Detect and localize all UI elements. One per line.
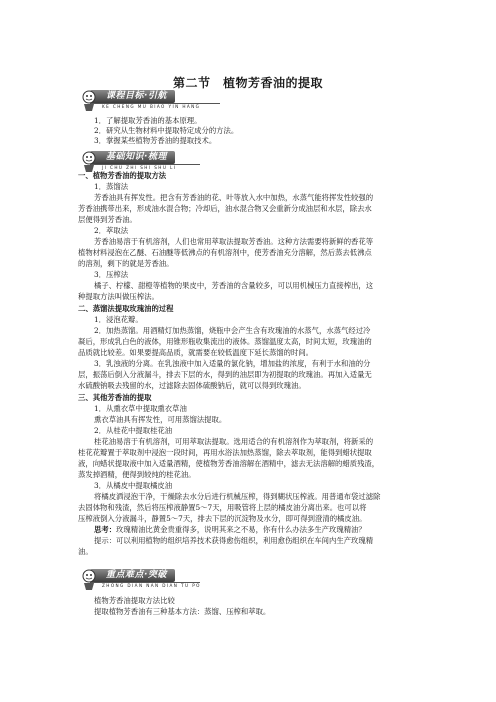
paragraph-line: 芳香油携带出来，形成油水混合物；冷却后，油水混合物又会重新分成油层和水层，除去水	[78, 204, 372, 213]
section-heading: 一、植物芳香油的提取方法	[78, 171, 167, 180]
section-heading: 二、蒸馏法提取玫瑰油的过程	[78, 304, 174, 313]
hint-line: 提示：可以利用植物的组织培养技术获得愈伤组织，利用愈伤组织在车间内生产玫瑰精	[94, 536, 374, 545]
banner-label: 基础知识·梳理	[90, 151, 175, 164]
paragraph-line: 水硫酸钠吸去残留的水，过滤除去固体硫酸钠后，就可以得到玫瑰油。	[78, 381, 306, 390]
paragraph-line: 熏衣草油具有挥发性，可用蒸馏法提取。	[94, 415, 227, 424]
paragraph-line: 芳香油易溶于有机溶剂，人们也常用萃取法提取芳香油。这种方法需要将新鲜的香花等	[94, 237, 374, 246]
sub-heading: 2．萃取法	[94, 226, 129, 235]
paragraph-line: 桂花花瓣置于萃取剂中浸泡一段时间，再用水浴法加热蒸馏，除去萃取剂，能得到蜡状提取	[78, 448, 372, 457]
banner-pinyin: ZHONG DIAN NAN DIAN TU PO	[102, 583, 201, 588]
paragraph-line: 去固体物和残渣，然后将压榨液静置5～7天，用吸管将上层的橘皮油分离出来。也可以将	[78, 503, 367, 512]
paragraph-line: 液，向蜡状提取液中加入适量酒精，使植物芳香油溶解在酒精中，滤去无法溶解的蜡质残渣，	[78, 459, 380, 468]
paragraph-line: 压榨液倒入分液漏斗，静置5～7天，排去下层的沉淀物及水分，即可得到澄清的橘皮油。	[78, 514, 367, 523]
sub-heading: 3．从橘皮中提取橘皮油	[94, 481, 173, 490]
paragraph-line: 植物材料浸泡在乙醚、石油醚等低沸点的有机溶剂中，使芳香油充分溶解，然后蒸去低沸点	[78, 248, 372, 257]
think-question	[94, 525, 366, 536]
paragraph-line: 将橘皮洒浸泡干净，干燥除去水分后进行机械压榨，得到糊状压榨液。用普通布袋过滤除	[94, 492, 381, 501]
page-title: 第二节 植物芳香油的提取	[172, 76, 323, 90]
paragraph-line: 提取植物芳香油有三种基本方法：蒸馏、压榨和萃取。	[94, 607, 271, 616]
list-item: 1．浸泡花瓣。	[94, 315, 143, 324]
paragraph-line: 3．乳浊液的分离。在乳浊液中加入适量的氯化钠，增加盐的浓度，有利于水和油的分	[94, 359, 371, 368]
paragraph-line: 层，振荡后倒入分液漏斗，排去下层的水，得到的油层即为初提取的玫瑰油。再加入适量无	[78, 370, 372, 379]
think-text: 玫瑰精油比黄金贵重得多，说明其来之不易，你有什么办法多生产玫瑰精油？	[116, 525, 366, 534]
mascot-icon	[78, 567, 102, 591]
paragraph-line: 层便得到芳香油。	[78, 215, 137, 224]
sub-heading: 2．从桂花中提取桂花油	[94, 426, 173, 435]
banner-pinyin: KE CHENG MU BIAO YIN HANG	[102, 104, 201, 109]
paragraph-line: 橘子、柠檬、甜橙等植物的果皮中，芳香油的含量较多，可以用机械压力直接榨出，这	[94, 281, 374, 290]
sub-heading: 3．压榨法	[94, 270, 129, 279]
section-heading: 三、其他芳香油的提取	[78, 393, 152, 402]
paragraph-line: 桂花油易溶于有机溶剂，可用萃取法提取。选用适合的有机溶剂作为萃取剂，将新采的	[94, 437, 374, 446]
paragraph-line: 种提取方法叫做压榨法。	[78, 292, 159, 301]
goal-item: 1．了解提取芳香油的基本原理。	[94, 116, 202, 125]
goal-item: 2．研究从生物材料中提取特定成分的方法。	[94, 126, 239, 135]
hint-line: 油。	[78, 547, 93, 556]
paragraph-line: 芳香油具有挥发性。把含有芳香油的花、叶等放入水中加热，水蒸气能将挥发性较强的	[94, 193, 374, 202]
sub-heading: 1．从熏衣草中提取熏衣草油	[94, 404, 187, 413]
paragraph-line: 植物芳香油提取方法比较	[94, 596, 175, 605]
goal-item: 3．掌握某些植物芳香油的提取技术。	[94, 136, 217, 145]
sub-heading: 1．蒸馏法	[94, 182, 129, 191]
mascot-icon	[78, 88, 102, 112]
think-label: 思考：	[94, 525, 117, 534]
banner-pinyin: JI CHU ZHI SHI SHU LI	[102, 165, 177, 170]
paragraph-line: 的溶剂，剩下的就是芳香油。	[78, 259, 174, 268]
paragraph-line: 蒸发掉酒精，便得到较纯的桂花油。	[78, 470, 196, 479]
paragraph-line: 2．加热蒸馏。用酒精灯加热蒸馏，烧瓶中会产生含有玫瑰油的水蒸气，水蒸气经过冷	[94, 326, 371, 335]
banner-label: 课程目标·引航	[90, 90, 175, 103]
mascot-icon	[78, 149, 102, 173]
banner-label: 重点难点·突破	[90, 569, 175, 582]
paragraph-line: 品质就比较差。如果要提高品质，就需要在较低温度下延长蒸馏的时间。	[78, 348, 314, 357]
paragraph-line: 凝后，形成乳白色的液体，用锥形瓶收集流出的液体。蒸馏温度太高，时间太短，玫瑰油的	[78, 337, 372, 346]
